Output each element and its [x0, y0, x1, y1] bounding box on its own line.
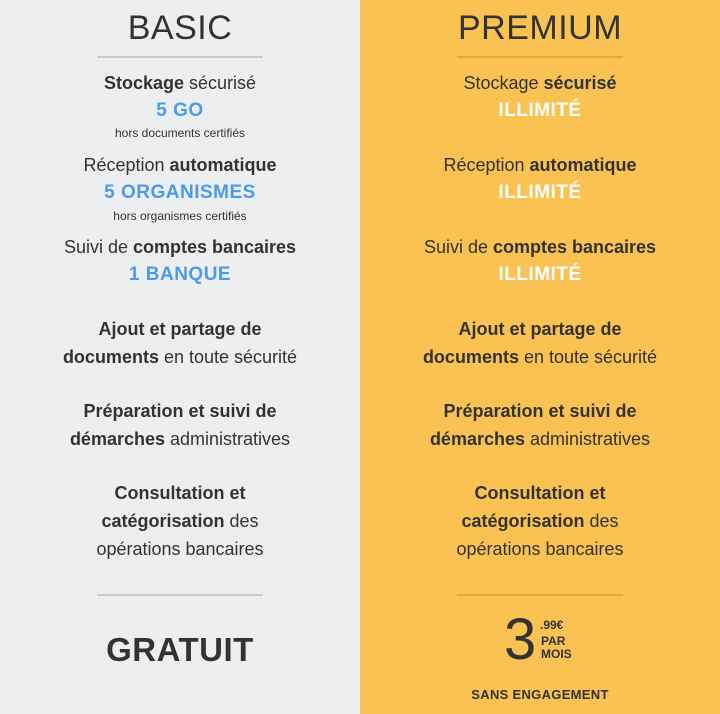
feature-preparation-line2: démarches administratives — [429, 429, 651, 449]
feature-consultation-line1: Consultation et — [114, 483, 246, 503]
feature-suivi-label: Suivi de comptes bancaires — [63, 237, 297, 257]
plan-price: GRATUIT — [106, 631, 254, 668]
feature-reception-value: 5 ORGANISMES — [104, 182, 256, 203]
price-cents: .99€ — [540, 618, 564, 632]
feature-consultation-line2: catégorisation des — [461, 511, 619, 531]
feature-reception-note: hors organismes certifiés — [113, 209, 247, 223]
plan-title: BASIC — [127, 9, 233, 47]
feature-ajout-line1: Ajout et partage de — [458, 319, 622, 339]
divider — [457, 56, 623, 58]
feature-reception-label: Réception automatique — [443, 155, 637, 175]
divider — [457, 594, 623, 596]
feature-consultation-line2: catégorisation des — [101, 511, 259, 531]
feature-reception-label: Réception automatique — [83, 155, 277, 175]
feature-preparation-line1: Préparation et suivi de — [443, 401, 637, 421]
divider — [97, 56, 263, 58]
feature-ajout-line1: Ajout et partage de — [98, 319, 262, 339]
feature-ajout-line2: documents en toute sécurité — [62, 347, 298, 367]
feature-consultation-line3: opérations bancaires — [96, 539, 264, 559]
feature-consultation-line1: Consultation et — [474, 483, 606, 503]
plan-title: PREMIUM — [457, 9, 623, 47]
feature-consultation-line3: opérations bancaires — [456, 539, 624, 559]
engagement-label: SANS ENGAGEMENT — [471, 687, 609, 702]
plan-price — [504, 607, 594, 672]
price-amount: 3 — [504, 607, 537, 672]
feature-preparation-line1: Préparation et suivi de — [83, 401, 277, 421]
feature-storage-note: hors documents certifiés — [114, 126, 246, 140]
divider — [97, 594, 263, 596]
feature-storage-label: Stockage sécurisé — [103, 73, 257, 93]
feature-suivi-label: Suivi de comptes bancaires — [423, 237, 657, 257]
price-unit: PAR MOIS — [541, 634, 572, 661]
feature-suivi-value: ILLIMITÉ — [498, 264, 582, 285]
feature-ajout-line2: documents en toute sécurité — [422, 347, 658, 367]
feature-preparation-line2: démarches administratives — [69, 429, 291, 449]
feature-storage-label: Stockage sécurisé — [463, 73, 617, 93]
feature-storage-value: ILLIMITÉ — [498, 100, 582, 121]
feature-suivi-value: 1 BANQUE — [128, 264, 232, 285]
plan-premium — [360, 0, 720, 714]
feature-storage-value: 5 GO — [156, 100, 204, 121]
feature-reception-value: ILLIMITÉ — [498, 182, 582, 203]
